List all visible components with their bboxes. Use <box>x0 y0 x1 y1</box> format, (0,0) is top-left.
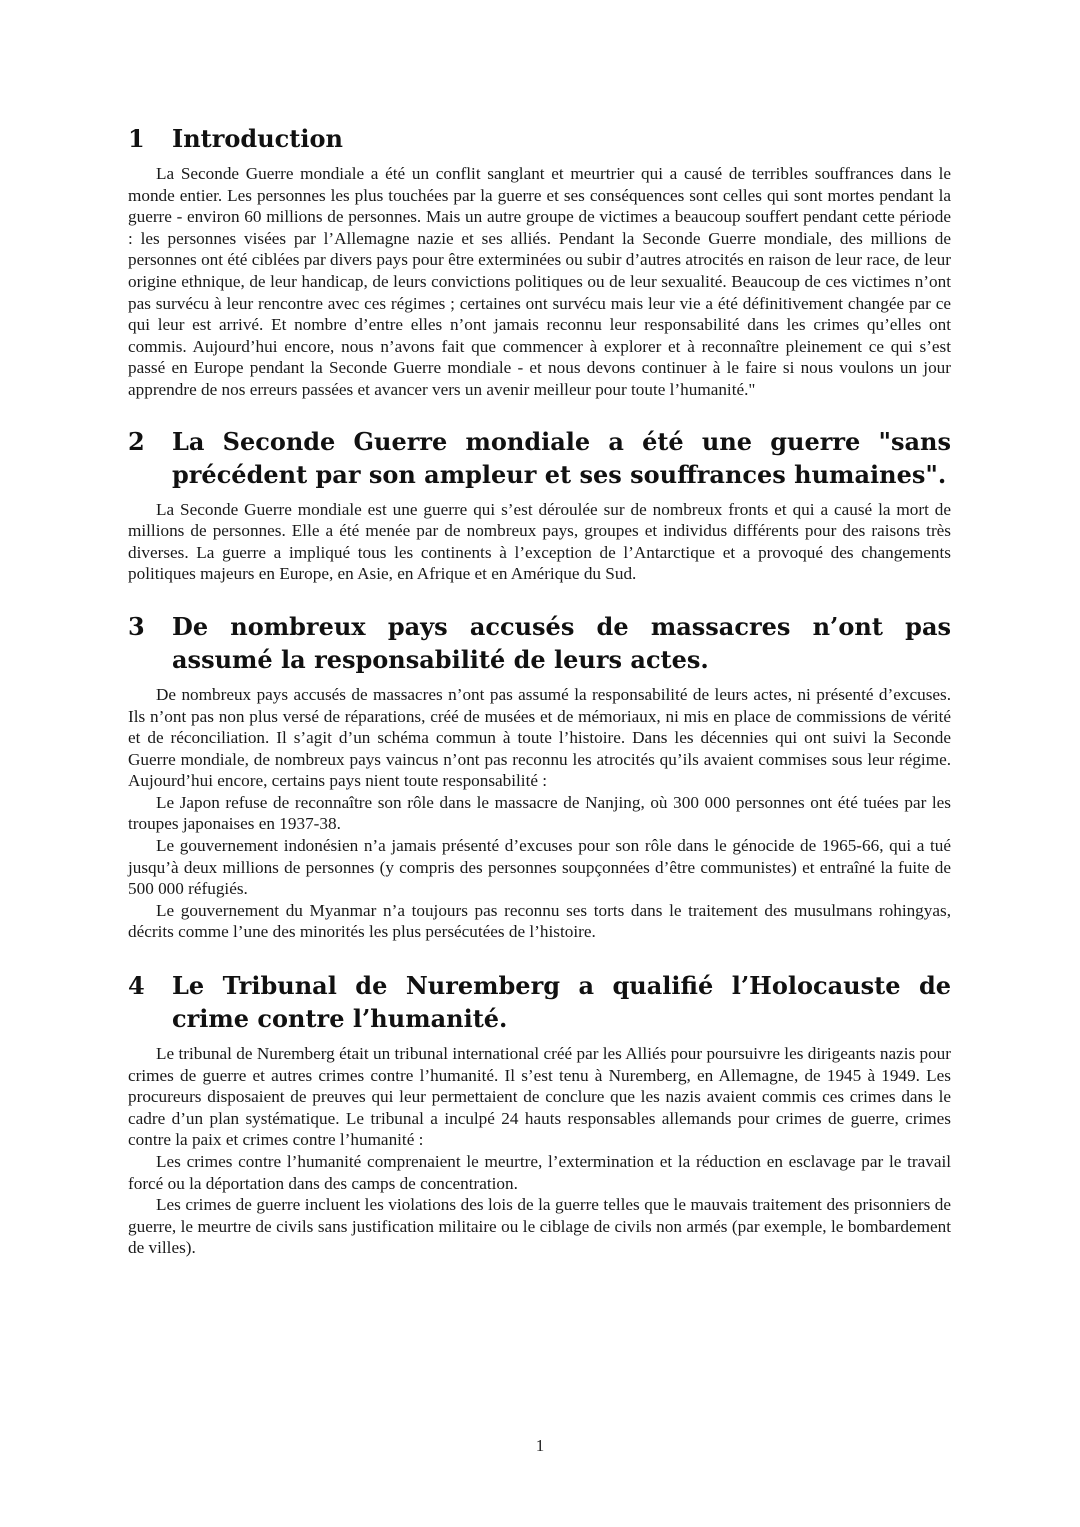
section-number: 4 <box>128 971 145 1001</box>
section-heading <box>128 425 951 491</box>
section-number: 3 <box>128 611 145 641</box>
section-introduction <box>128 122 951 401</box>
section-heading <box>128 610 951 676</box>
section-tribunal-nuremberg <box>128 969 951 1259</box>
section-number: 2 <box>128 426 145 456</box>
paragraph: Le Japon refuse de reconnaître son rôle dans le massacre de Nanjing, où 300 000 personnes ont été tuées par les troupes japonaises en 1937-38. <box>128 792 951 834</box>
paragraph: La Seconde Guerre mondiale a été un conflit sanglant et meurtrier qui a causé de terribles souffrances dans le monde entier. Les personnes les plus touchées par la guerre et ses conséquences sont celles qui sont mortes pendant la guerre - environ 60 millions de personnes. Mais un autre groupe de victimes a beaucoup souffert pendant cette période : les personnes visées par l’Allemagne nazie et ses alliés. Pendant la Seconde Guerre mondiale, des millions de personnes ont été ciblées par divers pays pour être exterminées ou subir d’autres atrocités en raison de leur race, de leur origine ethnique, de leur handicap, de leurs convictions politiques ou de leur sexualité. Beaucoup de ces victimes n’ont pas survécu à leur rencontre avec ces régimes ; certaines ont survécu mais leur vie a été définitivement changée par ce qui leur est arrivé. Et nombre d’entre elles n’ont jamais reconnu leur responsabilité dans les crimes qu’elles ont commis. Aujourd’hui encore, nous n’avons fait que commencer à explorer et à reconnaître pleinement ce qui s’est passé en Europe pendant la Seconde Guerre mondiale - et nous devons continuer à le faire si nous voulons un jour apprendre de nos erreurs passées et avancer vers un avenir meilleur pour toute l’humanité." <box>128 164 951 399</box>
section-heading <box>128 969 951 1035</box>
section-heading <box>128 122 951 155</box>
paragraph: Les crimes de guerre incluent les violations des lois de la guerre telles que le mauvais traitement des prisonniers de guerre, le meurtre de civils sans justification militaire ou le ciblage de civils non armés (par exemple, le bombardement de villes). <box>128 1195 951 1258</box>
page-number: 1 <box>535 1436 545 1455</box>
section-title: La Seconde Guerre mondiale a été une guerre "sans précédent par son ampleur et ses souffrances humaines". <box>172 426 951 489</box>
paragraph: La Seconde Guerre mondiale est une guerre qui s’est déroulée sur de nombreux fronts et qui a causé la mort de millions de personnes. Elle a été menée par de nombreux pays, groupes et individus différents pour des raisons très diverses. La guerre a impliqué tous les continents à l’exception de l’Antarctique et a provoqué des changements politiques majeurs en Europe, en Asie, en Afrique et en Amérique du Sud. <box>128 499 951 584</box>
section-title: De nombreux pays accusés de massacres n’ont pas assumé la responsabilité de leurs actes. <box>172 611 951 674</box>
document-page <box>128 122 951 1259</box>
section-title: Le Tribunal de Nuremberg a qualifié l’Holocauste de crime contre l’humanité. <box>172 971 951 1034</box>
paragraph: De nombreux pays accusés de massacres n’ont pas assumé la responsabilité de leurs actes, ni présenté d’excuses. Ils n’ont pas non plus versé de réparations, créé de musées et de mémoriaux, ni mis en place de commissions de vérité et de réconciliation. Il s’agit d’un schéma commun à toute l’histoire. Dans les décennies qui ont suivi la Seconde Guerre mondiale, de nombreux pays vaincus n’ont pas reconnu les atrocités qu’ils avaient commises sous leur régime. Aujourd’hui encore, certains pays nient toute responsabilité : <box>128 684 951 791</box>
paragraph: Le gouvernement indonésien n’a jamais présenté d’excuses pour son rôle dans le génocide de 1965-66, qui a tué jusqu’à deux millions de personnes (y compris des personnes soupçonnées d’être communistes) et entraîné la fuite de 500 000 réfugiés. <box>128 836 951 899</box>
paragraph: Le tribunal de Nuremberg était un tribunal international créé par les Alliés pour poursuivre les dirigeants nazis pour crimes de guerre et autres crimes contre l’humanité. Il s’est tenu à Nuremberg, en Allemagne, de 1945 à 1949. Les procureurs disposaient de preuves qui leur permettaient de conclure que les nazis avaient commis ces crimes dans le cadre d’un plan systématique. Le tribunal a inculpé 24 hauts responsables allemands pour crimes de guerre, crimes contre la paix et crimes contre l’humanité : <box>128 1044 951 1150</box>
paragraph: Le gouvernement du Myanmar n’a toujours pas reconnu ses torts dans le traitement des musulmans rohingyas, décrits comme l’une des minorités les plus persécutées de l’histoire. <box>128 900 951 942</box>
section-title: Introduction <box>172 124 343 153</box>
section-pays-accuses <box>128 610 951 943</box>
paragraph: Les crimes contre l’humanité comprenaient le meurtre, l’extermination et la réduction en esclavage par le travail forcé ou la déportation dans des camps de concentration. <box>128 1152 951 1193</box>
section-number: 1 <box>128 124 145 153</box>
section-guerre-sans-precedent <box>128 425 951 585</box>
